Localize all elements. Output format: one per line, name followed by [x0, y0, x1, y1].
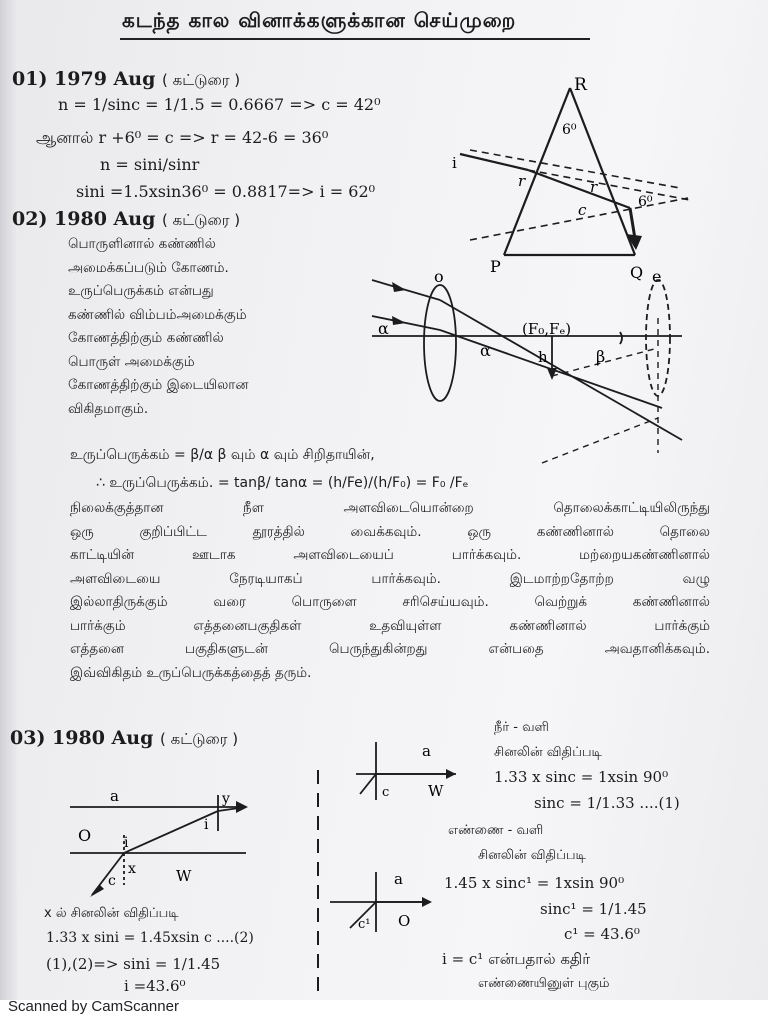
q3-heading-tag: ( கட்டுரை )	[160, 730, 239, 748]
q3-left-line-3: (1),(2)=> sini = 1/1.45	[46, 955, 221, 973]
q2-para-line: இல்லாதிருக்கும் வரை பொருளை சரிசெய்யவும். வெற்றுக் கண்ணினால்	[70, 594, 710, 610]
eyepiece-e-label: e	[652, 267, 662, 286]
refraction-r-left-label: r	[518, 172, 526, 190]
i-top-label: i	[204, 817, 209, 833]
refraction-r-right-label: r	[590, 178, 598, 196]
q2-def-line: பொருள் அமைக்கும்	[68, 353, 195, 370]
q2-para-line: காட்டியின் ஊடாக அளவிடையைப் பார்க்கவும். மற்றையகண்ணினால்	[70, 547, 710, 563]
layer-a-label: a	[110, 787, 119, 805]
q1-heading-text: 01) 1979 Aug	[12, 68, 156, 90]
q1-line-1: n = 1/sinc = 1/1.5 = 0.6667 => c = 42⁰	[58, 95, 381, 114]
q2-def-line: பொருளினால் கண்ணில்	[68, 236, 216, 252]
q3-right-line-7: 1.45 x sinc¹ = 1xsin 90⁰	[444, 874, 625, 892]
layer-O-label: O	[78, 826, 92, 845]
c-label: c	[108, 873, 116, 889]
q2-para-line: பார்க்கும் எத்தனைபகுதிகள் உதவியுள்ள கண்ணினால் பார்க்கும்	[70, 617, 710, 634]
grazing-arrow	[446, 769, 456, 779]
page-title: கடந்த கால வினாக்களுக்கான செய்முறை	[122, 8, 517, 32]
q2-formula-1: உருப்பெருக்கம் = β/α β வும் α வும் சிறிதாயின்,	[70, 447, 375, 463]
vertex-Q-label: Q	[630, 263, 644, 282]
q3-right-line-10: i = c¹ என்பதால் கதிர்	[442, 950, 591, 968]
q1-heading	[12, 68, 240, 91]
oil-O-label: O	[398, 912, 411, 930]
scanner-watermark: Scanned by CamScanner	[8, 998, 179, 1015]
alpha-in-label: α	[378, 319, 389, 338]
image-arrow	[547, 368, 557, 380]
q3-left-line-4: i =43.6⁰	[124, 977, 186, 995]
exit-angle-label: 6⁰	[638, 194, 653, 210]
q2-def-line: உருப்பெருக்கம் என்பது	[68, 283, 214, 299]
apex-angle-label: 6⁰	[562, 122, 577, 138]
h-label: h	[538, 348, 548, 366]
beta-angle-arc	[620, 332, 622, 344]
q2-def-line: கோணத்திற்கும் கண்ணில்	[68, 330, 224, 346]
q2-heading-tag: ( கட்டுரை )	[162, 211, 241, 229]
water-W-label: W	[428, 782, 444, 800]
prism-diagram	[440, 70, 720, 290]
y-label: y	[222, 791, 230, 807]
q2-def-line: கண்ணில் விம்பம்அமைக்கும்	[68, 306, 247, 323]
q3-left-line-1: x ல் சினலின் விதிப்படி	[44, 906, 179, 921]
angle-c1-label: c¹	[358, 917, 371, 932]
focus-label: (F₀,Fₑ)	[522, 320, 572, 338]
ray-arrow-1	[392, 282, 406, 292]
emergent-arrow-head	[626, 234, 642, 250]
vertex-P-label: P	[490, 257, 501, 276]
x-label: x	[128, 861, 136, 877]
title-underline	[120, 38, 590, 40]
column-divider	[314, 770, 322, 1000]
q2-para-line: இவ்விகிதம் உருப்பெருக்கத்தைத் தரும்.	[70, 664, 312, 681]
q2-para-line: அளவிடையை நேரடியாகப் பார்க்கவும். இடமாற்றதோற்ற வழு	[70, 570, 710, 587]
q3-right-line-4: sinc = 1/1.33 ....(1)	[534, 794, 680, 812]
q2-procedure-paragraph	[70, 497, 710, 685]
air-a-label: a	[394, 870, 403, 888]
water-air-diagram	[356, 738, 466, 808]
vertex-R-label: R	[574, 75, 587, 95]
q3-heading-text: 03) 1980 Aug	[10, 727, 154, 749]
q3-right-line-8: sinc¹ = 1/1.45	[540, 900, 647, 918]
q2-heading-text: 02) 1980 Aug	[12, 208, 156, 230]
q3-left-line-2: 1.33 x sini = 1.45xsin c ....(2)	[46, 930, 254, 946]
q1-line-4: sini =1.5xsin36⁰ = 0.8817=> i = 62⁰	[76, 182, 376, 201]
objective-lens	[424, 285, 456, 401]
q2-def-line: விகிதமாகும்.	[68, 400, 149, 417]
q1-line-2: ஆனால் r +6⁰ = c => r = 42-6 = 36⁰	[36, 128, 329, 147]
q3-right-line-6: சினலின் விதிப்படி	[478, 848, 586, 863]
dashed-ray-2	[542, 418, 658, 463]
incident-ray	[360, 774, 376, 794]
q3-heading	[10, 727, 238, 750]
angle-c-label: c	[382, 785, 390, 800]
q1-heading-tag: ( கட்டுரை )	[162, 71, 241, 89]
alpha-label: α	[480, 341, 491, 360]
objective-o-label: o	[434, 267, 444, 286]
q3-right-line-1: நீர் - வளி	[494, 720, 549, 735]
ray-arrow-2	[392, 316, 406, 325]
refraction-layers-diagram	[66, 785, 266, 915]
oil-air-diagram	[330, 868, 440, 938]
ray-arrow-right	[236, 801, 248, 813]
q2-heading	[12, 208, 240, 231]
layer-W-label: W	[176, 867, 192, 885]
critical-c-label: c	[578, 201, 587, 219]
telescope-diagram	[362, 258, 702, 468]
q3-right-line-3: 1.33 x sinc = 1xsin 90⁰	[494, 768, 669, 786]
incidence-i-label: i	[452, 154, 457, 172]
q2-para-line: ஒரு குறிப்பிட்ட தூரத்தில் வைக்கவும். ஒரு கண்ணினால் தொலை	[70, 523, 710, 540]
ray-arrow-left	[90, 885, 104, 897]
q3-right-line-11: எண்ணையினுள் புகும்	[478, 976, 610, 991]
page-edge-shadow	[0, 0, 18, 1000]
prism-left-face	[504, 88, 570, 255]
i-label: i	[124, 835, 129, 851]
q2-para-line: நிலைக்குத்தான நீள அளவிடையொன்றை தொலைக்காட்டியிலிருந்து	[70, 500, 710, 516]
q2-definition	[68, 233, 348, 421]
air-a-label: a	[422, 742, 431, 760]
normal-dashed-1	[470, 150, 680, 188]
q2-para-line: எத்தனை பகுதிகளுடன் பெருந்துகின்றது என்பதை அவதானிக்கவும்.	[70, 641, 710, 657]
prism-right-face	[570, 88, 635, 255]
beta-label: β	[596, 347, 606, 366]
q2-def-line: அமைக்கப்படும் கோணம்.	[68, 259, 229, 276]
q3-right-line-2: சினலின் விதிப்படி	[494, 745, 602, 760]
q2-formula-2: ∴ உருப்பெருக்கம். = tanβ/ tanα = (h/Fe)/(h/F₀) = F₀ /Fₑ	[96, 475, 469, 491]
incident-ray	[460, 154, 528, 170]
q2-def-line: கோணத்திற்கும் இடையிலான	[68, 377, 249, 393]
q3-right-line-9: c¹ = 43.6⁰	[564, 925, 640, 943]
q1-line-3: n = sini/sinr	[100, 155, 200, 174]
grazing-arrow	[422, 897, 432, 907]
q3-right-line-5: எண்ணை - வளி	[448, 823, 544, 838]
